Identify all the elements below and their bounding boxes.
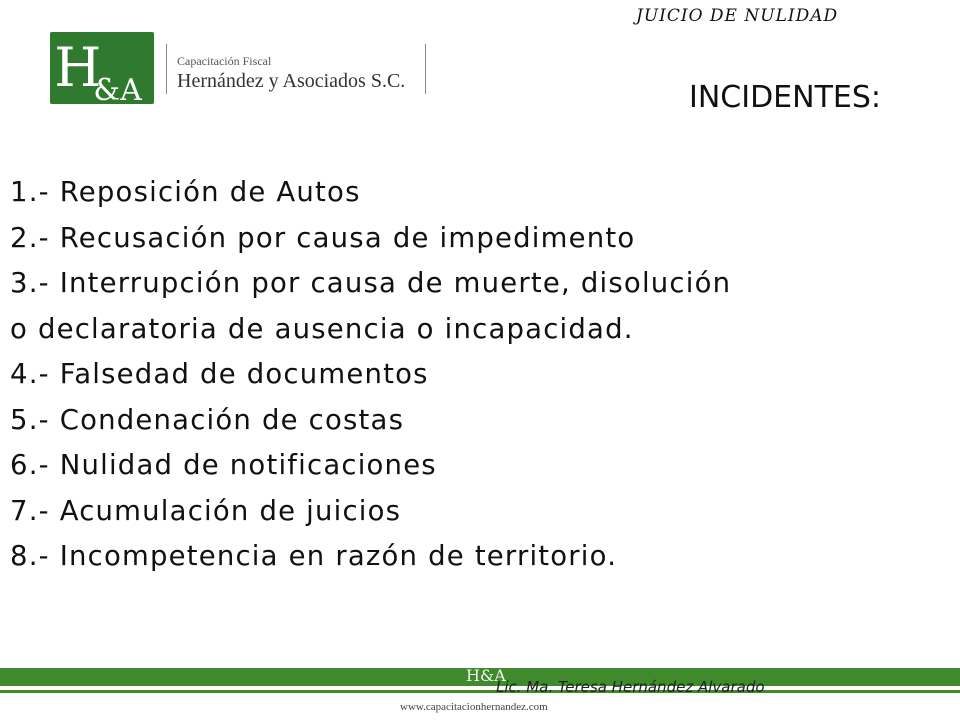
list-item: 2.- Recusación por causa de impedimento	[10, 221, 636, 254]
list-item: 1.- Reposición de Autos	[10, 176, 361, 208]
logo-company-name: Hernández y Asociados S.C.	[177, 70, 406, 92]
footer-website: www.capacitacionhernandez.com	[400, 701, 548, 713]
logo-divider-left	[166, 44, 167, 94]
list-item: 6.- Nulidad de notificaciones	[10, 449, 437, 481]
footer-logo-mark: H&A	[466, 666, 506, 685]
list-item: 4.- Falsedad de documentos	[10, 358, 429, 390]
logo-mark	[50, 32, 154, 108]
slide-header-title: JUICIO DE NULIDAD	[636, 6, 839, 26]
list-item: 3.- Interrupción por causa de muerte, disolución	[10, 267, 732, 299]
logo-mark-amp: &A	[93, 73, 142, 108]
list-item: o declaratoria de ausencia o incapacidad.	[10, 312, 634, 345]
footer-line	[0, 690, 960, 693]
list-item: 8.- Incompetencia en razón de territorio.	[10, 540, 618, 572]
logo-divider-right	[425, 44, 426, 94]
slide-title: INCIDENTES:	[689, 80, 882, 115]
incidents-list	[10, 170, 955, 580]
list-item: 5.- Condenación de costas	[10, 403, 405, 436]
logo-subtitle: Capacitación Fiscal	[177, 54, 272, 68]
logo-mark-letter: H	[54, 36, 102, 99]
footer-author: Lic. Ma. Teresa Hernández Alvarado	[496, 678, 765, 696]
list-item: 7.- Acumulación de juicios	[10, 494, 402, 527]
